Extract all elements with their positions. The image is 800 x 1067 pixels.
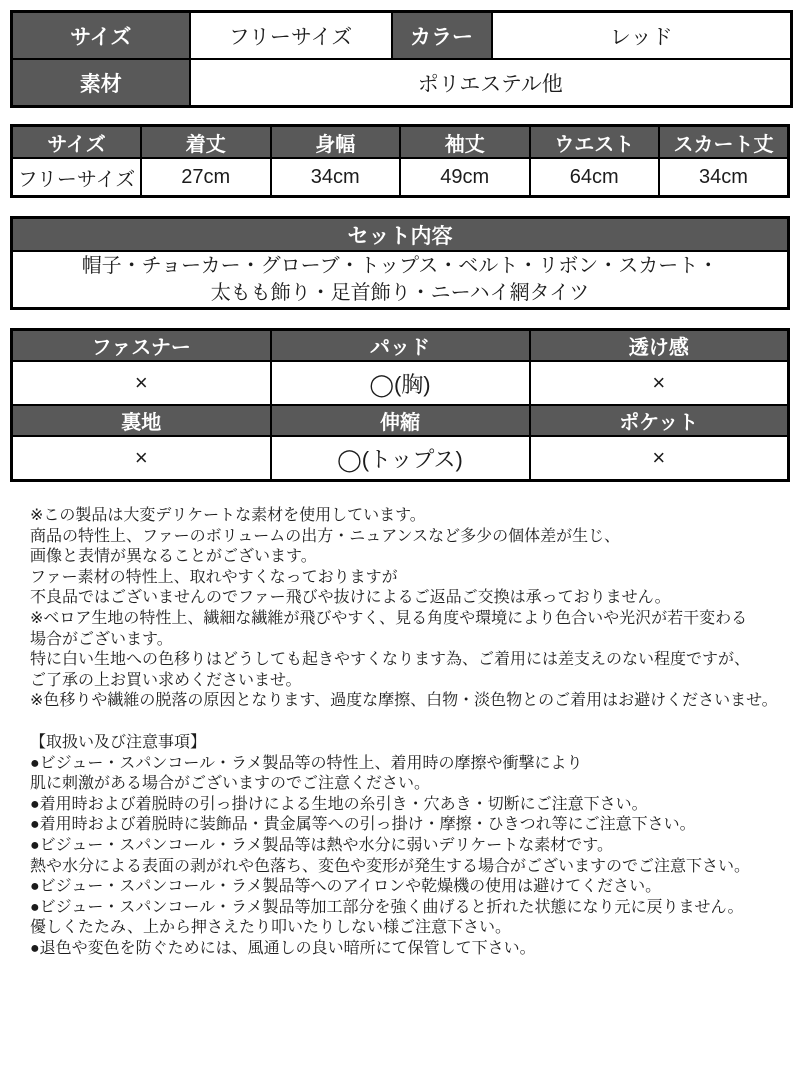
handling-line: ●ビジュー・スパンコール・ラメ製品等加工部分を強く曲げると折れた状態になり元に戻りません。: [30, 898, 744, 916]
measurements-cell: 34cm: [659, 158, 789, 197]
measurements-col-header: 袖丈: [400, 126, 530, 159]
table-row: [12, 126, 789, 159]
material-value: ポリエステル他: [190, 59, 792, 107]
pocket-header: ポケット: [530, 405, 789, 436]
handling-line: ●退色や変色を防ぐためには、風通しの良い暗所にて保管して下さい。: [30, 939, 536, 957]
stretch-header: 伸縮: [271, 405, 530, 436]
set-contents-line: 太もも飾り・足首飾り・ニーハイ網タイツ: [210, 281, 590, 304]
note-line: ※この製品は大変デリケートな素材を使用しています。: [30, 507, 426, 524]
size-value: フリーサイズ: [190, 12, 392, 60]
measurements-col-header: 身幅: [271, 126, 401, 159]
size-header: サイズ: [12, 12, 190, 60]
color-header: カラー: [392, 12, 492, 60]
table-row: [12, 361, 789, 405]
set-contents-table: [10, 216, 790, 310]
table-row: [12, 12, 792, 60]
pad-value: ◯(胸): [271, 361, 530, 405]
pocket-value: ×: [530, 436, 789, 481]
table-row: [12, 330, 789, 362]
note-line: ご了承の上お買い求めくださいませ。: [30, 671, 302, 689]
sheerness-value: ×: [530, 361, 789, 405]
features-table: [10, 328, 790, 482]
table-row: [12, 218, 789, 252]
set-contents-value: [12, 251, 789, 309]
table-row: [12, 436, 789, 481]
note-line: 画像と表情が異なることがございます。: [30, 548, 317, 566]
pad-header: パッド: [271, 330, 530, 362]
note-line: ファー素材の特性上、取れやすくなっておりますが: [30, 568, 398, 586]
note-line: 特に白い生地への色移りはどうしても起きやすくなります為、ご着用には差支えのない程度ですが、: [30, 651, 751, 669]
handling-line: ●ビジュー・スパンコール・ラメ製品等の特性上、着用時の摩擦や衝撃により: [30, 754, 583, 772]
handling-line: ●ビジュー・スパンコール・ラメ製品等は熱や水分に弱いデリケートな素材です。: [30, 836, 613, 854]
set-contents-header: セット内容: [12, 218, 789, 252]
spec-table: [10, 10, 793, 108]
handling-line: 熱や水分による表面の剥がれや色落ち、変色や変形が発生する場合がございますのでご注意下さい。: [30, 857, 751, 875]
handling-line: ●着用時および着脱時に装飾品・貴金属等への引っ掛け・摩擦・ひきつれ等にご注意下さい。: [30, 816, 696, 834]
lining-header: 裏地: [12, 405, 271, 436]
measurements-cell: 27cm: [141, 158, 271, 197]
handling-line: ●ビジュー・スパンコール・ラメ製品等へのアイロンや乾燥機の使用は避けてください。: [30, 878, 662, 896]
measurements-cell: 49cm: [400, 158, 530, 197]
material-header: 素材: [12, 59, 190, 107]
set-contents-line: 帽子・チョーカー・グローブ・トップス・ベルト・リボン・スカート・: [81, 254, 719, 277]
note-line: 場合がございます。: [30, 630, 173, 648]
lining-value: ×: [12, 436, 271, 481]
measurements-cell: 64cm: [530, 158, 660, 197]
measurements-col-header: ウエスト: [530, 126, 660, 159]
measurements-table: [10, 124, 790, 198]
note-line: ※色移りや繊維の脱落の原因となります、過度な摩擦、白物・淡色物とのご着用はお避けくださいませ。: [30, 692, 778, 710]
handling-notes: [30, 733, 780, 960]
measurements-col-header: スカート丈: [659, 126, 789, 159]
table-row: [12, 59, 792, 107]
fastener-value: ×: [12, 361, 271, 405]
measurements-col-header: 着丈: [141, 126, 271, 159]
sheerness-header: 透け感: [530, 330, 789, 362]
note-line: 商品の特性上、ファーのボリュームの出方・ニュアンスなど多少の個体差が生じ、: [30, 527, 621, 545]
measurements-cell: 34cm: [271, 158, 401, 197]
handling-line: 優しくたたみ、上から押さえたり叩いたりしない様ご注意下さい。: [30, 919, 511, 937]
measurements-cell: フリーサイズ: [12, 158, 142, 197]
material-notes: [30, 506, 780, 712]
handling-line: 肌に刺激がある場合がございますのでご注意ください。: [30, 775, 431, 793]
handling-line: ●着用時および着脱時の引っ掛けによる生地の糸引き・穴あき・切断にご注意下さい。: [30, 795, 648, 813]
table-row: [12, 251, 789, 309]
handling-title: 【取扱い及び注意事項】: [30, 733, 207, 751]
table-row: [12, 405, 789, 436]
measurements-col-header: サイズ: [12, 126, 142, 159]
fastener-header: ファスナー: [12, 330, 271, 362]
note-line: ※ベロア生地の特性上、繊細な繊維が飛びやすく、見る角度や環境により色合いや光沢が若干変わる: [30, 609, 748, 627]
stretch-value: ◯(トップス): [271, 436, 530, 481]
color-value: レッド: [492, 12, 792, 60]
note-line: 不良品ではございませんのでファー飛びや抜けによるご返品ご交換は承っておりません。: [30, 589, 671, 607]
table-row: [12, 158, 789, 197]
